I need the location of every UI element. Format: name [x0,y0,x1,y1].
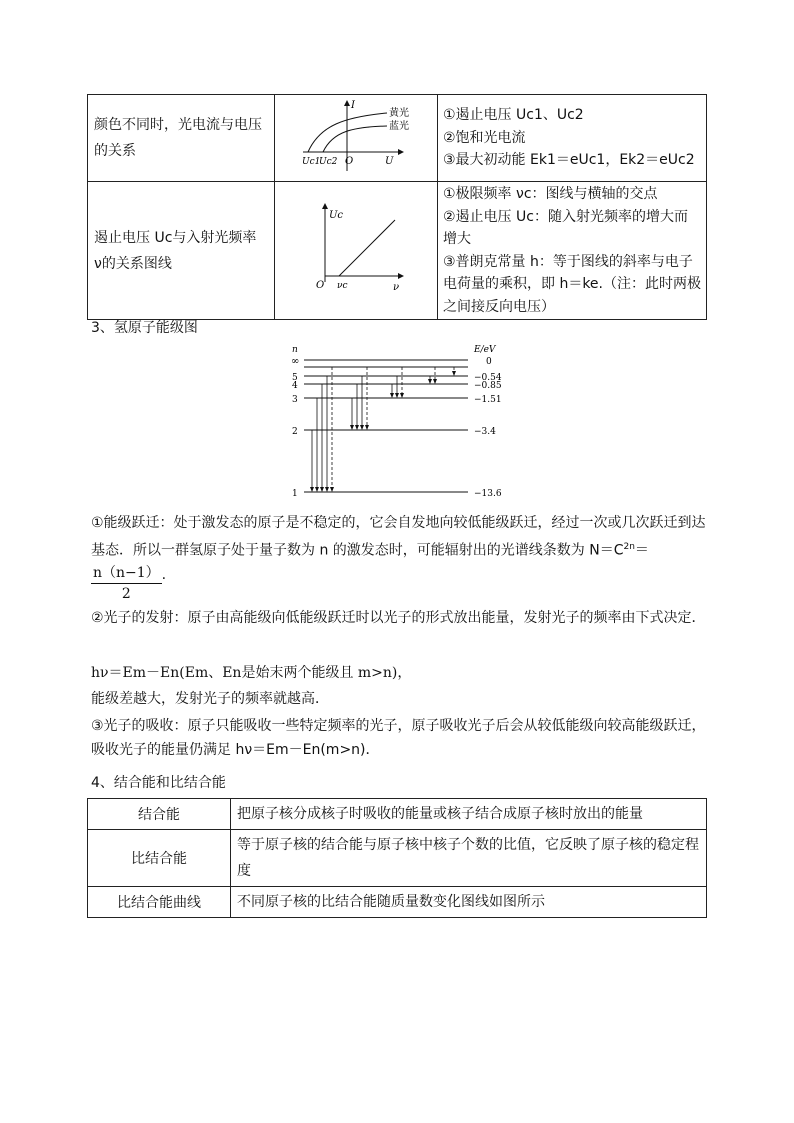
fraction-denominator: 2 [121,585,131,602]
equals-sign: ＝ [634,542,649,559]
level-n-label: 2 [292,427,298,437]
graph-cell [275,182,438,320]
paragraph-photon-absorption: ③光子的吸收：原子只能吸收一些特定频率的光子，原子吸收光子后会从较低能级向较高能级跃迁，吸收光子的能量仍满足 hν＝Em－En(m>n)． [91,718,706,758]
origin-label: O [316,279,325,291]
emission-note: 能级差越大，发射光子的频率就越高． [91,691,329,707]
x-axis-label: U [385,156,394,167]
row-key: 比结合能曲线 [88,887,231,918]
period: . [161,566,167,583]
emission-formula: hν＝Em－En(Em、En是始末两个能级且 m>n)， [91,665,412,681]
photoelectric-table [87,94,707,320]
row-value: 等于原子核的结合能与原子核中核子个数的比值，它反映了原子核的稳定程度 [231,830,707,887]
paragraph-energy-transition [91,511,709,604]
hydrogen-energy-level-diagram [280,340,520,500]
level-energy-label: −0.54 [474,373,502,383]
table-row [88,830,707,887]
paragraph-text: ①能级跃迁：处于激发态的原子是不稳定的，它会自发地向较低能级跃迁，经过一次或几次跃迁到达基态．所以一群氢原子处于量子数为 n 的激发态时，可能辐射出的光谱线条数为 N＝C [91,515,706,559]
row-label: 颜色不同时，光电流与电压的关系 [88,95,275,182]
level-energy-label: −0.85 [474,381,502,391]
binding-energy-table [87,798,707,918]
energy-unit-label: E/eV [474,345,496,355]
paragraph-photon-emission: ②光子的发射：原子由高能级向低能级跃迁时以光子的形式放出能量，发射光子的频率由下式决定． [91,610,706,626]
n-label: n [292,345,298,355]
points-cell [438,182,707,320]
yellow-light-label: 黄光 [389,108,409,119]
points-cell [438,95,707,182]
table-row [88,887,707,918]
combination-superscript: 2n [623,542,635,552]
row-value: 把原子核分成核子时吸收的能量或核子结合成原子核时放出的能量 [231,799,707,830]
current-voltage-graph [275,95,437,177]
level-energy-label: −1.51 [474,395,502,405]
stopping-voltage-graph [275,184,437,314]
point-item: ②饱和光电流 [443,129,526,146]
threshold-frequency-label: νc [337,280,348,291]
level-n-label: ∞ [291,356,300,367]
level-energy-label: 0 [486,357,492,367]
row-value: 不同原子核的比结合能随质量数变化图线如图所示 [231,887,707,918]
section-heading: 3、氢原子能级图 [91,320,198,336]
row-label: 遏止电压 Uc与入射光频率 ν的关系图线 [88,182,275,320]
x-axis-label: ν [393,281,400,293]
level-n-label: 1 [292,489,298,499]
level-n-label: 5 [292,373,298,383]
blue-light-curve [323,126,387,152]
row-key: 结合能 [88,799,231,830]
point-item: ①遏止电压 Uc1、Uc2 [443,107,584,124]
uc1-label: Uc1 [302,157,321,167]
point-item: ①极限频率 νc：图线与横轴的交点 [443,186,658,202]
fraction-numerator: n（n−1） [91,563,162,584]
fraction [91,563,162,604]
point-item: ②遏止电压 Uc：随入射光频率的增大而增大 [443,208,688,247]
blue-light-label: 蓝光 [389,121,409,132]
row-key: 比结合能 [88,830,231,887]
level-energy-label: −3.4 [474,427,496,437]
level-energy-label: −13.6 [474,489,502,499]
y-axis-label: Uc [329,209,344,221]
point-item: ③普朗克常量 h：等于图线的斜率与电子电荷量的乘积，即 h＝ke.（注：此时两极之间接反向电压） [443,253,701,315]
uc2-label: Uc2 [319,157,338,167]
linear-graph-line [339,220,395,276]
point-item: ③最大初动能 Ek1＝eUc1，Ek2＝eUc2 [443,152,695,169]
level-n-label: 3 [292,395,298,405]
graph-cell [275,95,438,182]
table-row [88,799,707,830]
table-row [88,95,707,182]
origin-label: O [345,156,354,167]
level-n-label: 4 [292,381,298,391]
table-row [88,182,707,320]
y-axis-label: I [351,100,355,111]
section-heading: 4、结合能和比结合能 [91,775,226,791]
